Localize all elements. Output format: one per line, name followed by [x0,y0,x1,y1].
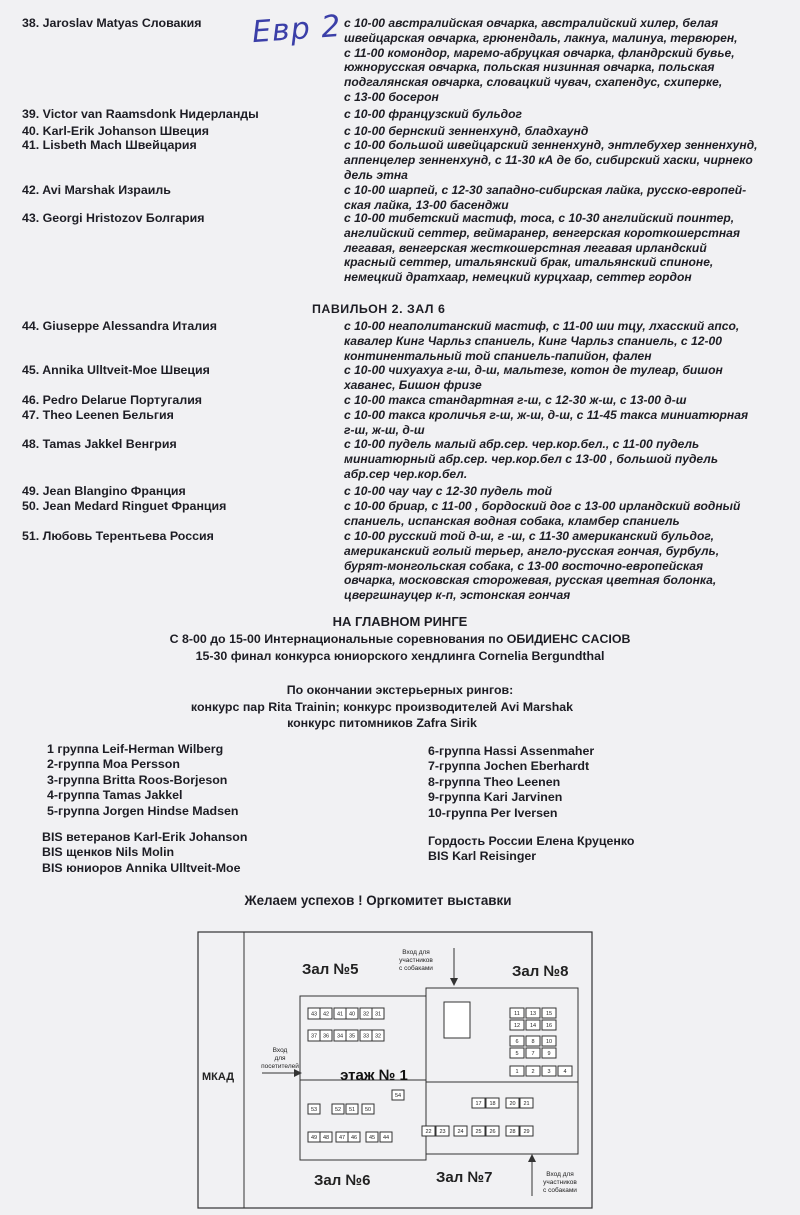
ring-number: 21 [523,1101,530,1107]
hall6-outline [300,1080,426,1160]
ring-number: 37 [310,1033,318,1040]
hall5-label: Зал №5 [302,961,359,978]
ring-number: 29 [523,1129,530,1135]
bis-judge: BIS Karl Reisinger [428,849,537,864]
judge-breeds: с 10-00 тибетский мастиф, тоса, с 10-30 английский поинтер, английский сеттер, веймаранер, венгерская короткошерстная легавая, венгерская жесткошерстная легавая ирландский красный сеттер, итальянский брак, итальянский спиноне, немецкий дратхаар, немецкий курцхаар, сеттер гордон [344,211,741,285]
pavilion-title: ПАВИЛЬОН 2. ЗАЛ 6 [312,302,446,316]
ring-number: 28 [509,1129,516,1135]
group-judge: 2-группа Moa Persson [47,757,180,772]
judge-breeds: с 10-00 русский той д-ш, г -ш, с 11-30 американский бульдог, американский голый терьер, англо-русская гончая, бурбуль, бурят-монгольская собака, с 13-00 восточно-европейская овчарка, московская сторожевая, русская цветная болонка, цвергшнауцер к-п, эстонская гончая [344,529,720,603]
ring-number: 10 [545,1039,553,1045]
judge-breeds: с 10-00 австралийская овчарка, австралийский хилер, белая швейцарская овчарка, грюнендаль, лакнуа, малинуа, тервюрен, с 11-00 комондор, маремо-абруцкая овчарка, фландрский бувье, южнорусская овчарка, польская низинная овчарка, польская подгалянская овчарка, словацкий чувач, схапендус, схиперке, с 13-00 босерон [344,16,738,104]
judge-name: 45. Annika Ulltveit-Moe Швеция [22,363,210,377]
entrance-bottom-arrowhead [528,1154,536,1162]
judge-name: 40. Karl-Erik Johanson Швеция [22,124,209,138]
ring-number: 4 [563,1069,567,1075]
entrance-bottom-2: участников [543,1179,577,1186]
ring-number: 53 [310,1107,318,1113]
ring-number: 17 [475,1101,482,1107]
group-judge: 9-группа Kari Jarvinen [428,790,563,805]
judge-name: 39. Victor van Raamsdonk Нидерланды [22,107,259,121]
group-judge: 6-группа Hassi Assenmaher [428,744,595,758]
judge-breeds: с 10-00 неаполитанский мастиф, с 11-00 ши тцу, лхасский апсо, кавалер Кинг Чарльз спаниель, Кинг Чарльз спаниель, с 12-00 континентальный той спаниель-папийон, фален [344,319,740,363]
ring-number: 47 [338,1135,346,1141]
ring-number: 51 [348,1107,356,1113]
judge-name: 50. Jean Medard Ringuet Франция [22,499,227,513]
group-judge: 1 группа Leif-Herman Wilberg [47,742,224,756]
hall7-outline [426,1082,578,1154]
entrance-bottom-1: Вход для [546,1171,574,1178]
ring-number: 54 [394,1093,402,1099]
ring-number: 31 [374,1011,382,1018]
hall6-label: Зал №6 [314,1172,371,1189]
visitors-arrowhead [294,1069,302,1077]
after-rings-title: По окончании экстерьерных рингов: [286,683,514,697]
ring-number: 26 [489,1129,496,1135]
judge-name: 49. Jean Blangino Франция [22,484,186,498]
ring-number: 42 [322,1011,330,1018]
judge-breeds: с 10-00 чау чау с 12-30 пудель той [344,484,553,498]
visitors-entrance-1: Вход [272,1047,288,1054]
group-judge: 7-группа Jochen Eberhardt [428,759,590,774]
entrance-bottom-3: с собаками [543,1187,577,1194]
closing-wish: Желаем успехов ! Оргкомитет выставки [244,893,512,908]
bis-judge: BIS юниоров Annika Ulltveit-Moe [42,860,241,875]
judge-name: 38. Jaroslav Matyas Словакия [22,16,202,30]
ring-number: 20 [509,1101,516,1107]
ring-number: 34 [336,1033,344,1040]
ring-number: 3 [547,1069,551,1075]
ring-number: 22 [425,1129,432,1135]
ring-number: 16 [545,1023,553,1029]
ring-number: 46 [350,1135,358,1141]
entrance-top-arrowhead [450,978,458,986]
ring-number: 5 [515,1051,519,1057]
judge-name: 48. Tamas Jakkel Венгрия [22,437,177,451]
judge-breeds: с 10-00 пудель малый абр.сер. чер.кор.бел., с 11-00 пудель миниатюрный абр.сер. чер.кор.бел с 13-00 , большой пудель абр.сер чер.кор.бел. [344,437,719,481]
ring-number: 40 [348,1011,356,1018]
hall7-label: Зал №7 [436,1169,493,1186]
handwritten-note: Евр 2 [250,8,343,51]
ring-number: 48 [322,1135,330,1141]
mkad-label: МКАД [202,1071,235,1083]
ring-number: 18 [489,1101,496,1107]
judge-breeds: с 10-00 такса кроличья г-ш, ж-ш, д-ш, с 11-45 такса миниатюрная г-ш, ж-ш, д-ш [344,408,749,437]
entrance-top-3: с собаками [399,965,433,972]
ring-number: 41 [336,1011,344,1018]
entrance-top-1: Вход для [402,949,430,956]
ring-number: 50 [364,1107,372,1113]
judge-breeds: с 10-00 бриар, с 11-00 , бордоский дог с 13-00 ирландский водный спаниель, испанская водная собака, кламбер спаниель [344,499,741,528]
ring-number: 7 [531,1051,535,1057]
group-judge: 10-группа Per Iversen [428,805,558,820]
ring-number: 8 [531,1039,535,1045]
ring-number: 43 [310,1011,318,1018]
judge-name: 41. Lisbeth Mach Швейцария [22,138,197,152]
judge-name: 42. Avi Marshak Израиль [22,183,171,197]
ring-number: 23 [439,1129,446,1135]
ring-number: 2 [531,1069,535,1075]
ring-number: 14 [529,1023,537,1029]
ring-number: 9 [547,1051,551,1057]
judge-breeds: с 10-00 такса стандартная г-ш, с 12-30 ж-ш, с 13-00 д-ш [344,393,687,407]
bis-judge: BIS щенков Nils Molin [42,845,175,860]
floor-label: этаж № 1 [340,1067,408,1084]
judge-breeds: с 10-00 большой швейцарский зенненхунд, энтлебухер зенненхунд, аппенцелер зенненхунд, с 11-30 кА де бо, сибирский хаски, чирнеко дель этна [344,138,758,182]
ring-number: 35 [348,1033,356,1040]
judge-breeds: с 10-00 французский бульдог [344,107,522,121]
visitors-entrance-3: посетителей [261,1063,299,1070]
ring-number: 49 [310,1135,318,1141]
judge-breeds: с 10-00 бернский зенненхунд, бладхаунд [344,124,589,138]
kennels-contest: конкурс питомников Zafra Sirik [287,716,477,730]
ring-number: 25 [475,1129,482,1135]
entrance-top-2: участников [399,957,433,964]
judge-name: 44. Giuseppe Alessandra Италия [22,319,217,333]
ring-number: 36 [322,1033,330,1040]
ring-number: 33 [362,1033,370,1040]
judge-name: 51. Любовь Терентьева Россия [22,529,214,543]
bis-left [42,830,247,876]
bis-judge: Гордость России Елена Круценко [428,834,635,848]
group-judge: 8-группа Theo Leenen [428,774,561,789]
ring-number: 1 [515,1069,519,1075]
ring-number: 44 [382,1135,390,1141]
ring-number: 32 [362,1011,370,1018]
main-ring-line-1: С 8-00 до 15-00 Интернациональные соревнования по ОБИДИЕНС CACIOB [169,632,631,646]
main-ring-line-2: 15-30 финал конкурса юниорского хендлинга Cornelia Bergundthal [195,649,605,663]
bis-judge: BIS ветеранов Karl-Erik Johanson [42,830,248,844]
judge-name: 43. Georgi Hristozov Болгария [22,211,205,225]
ring-number: 15 [545,1011,553,1017]
hall8-label: Зал №8 [512,963,569,980]
ring-number: 45 [368,1135,376,1141]
pairs-contest: конкурс пар Rita Trainin; конкурс производителей Avi Marshak [190,700,574,714]
groups-left [47,742,238,819]
ring-number: 13 [529,1011,537,1017]
venue-map [196,930,596,1210]
ring-number: 32 [374,1033,382,1040]
ring-number: 11 [514,1011,520,1017]
ring-number: 6 [515,1039,519,1045]
visitors-entrance-2: для [274,1055,286,1062]
group-judge: 4-группа Tamas Jakkel [47,788,183,803]
group-judge: 5-группа Jorgen Hindse Madsen [47,803,239,818]
judge-name: 47. Theo Leenen Бельгия [22,408,174,422]
ring-number: 24 [457,1129,464,1135]
groups-right [428,744,594,821]
group-judge: 3-группа Britta Roos-Borjeson [47,772,228,787]
main-ring-title: НА ГЛАВНОМ РИНГЕ [332,614,468,629]
ring-number: 12 [513,1023,521,1029]
ring-number: 52 [334,1107,342,1113]
bis-right [428,834,634,865]
judge-breeds: с 10-00 чихуахуа г-ш, д-ш, мальтезе, котон де тулеар, бишон хаванес, Бишон фризе [344,363,723,392]
judge-breeds: с 10-00 шарпей, с 12-30 западно-сибирская лайка, русско-европей- ская лайка, 13-00 басенджи [344,183,747,212]
judge-name: 46. Pedro Delarue Португалия [22,393,203,407]
hall8-feature [444,1002,470,1038]
